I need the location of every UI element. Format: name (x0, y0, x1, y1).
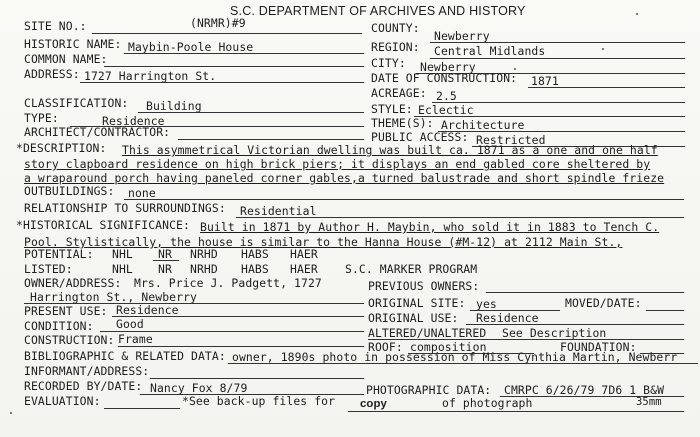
description-line-3: a wraparound porch having paneled corner gables,a turned balustrade and short spindle frieze (24, 171, 665, 185)
potential-nr[interactable]: NR (158, 247, 172, 261)
site-no-label: SITE NO.: (24, 19, 87, 33)
altered-value: See Description (502, 326, 607, 340)
style-value: Eclectic (418, 103, 474, 117)
outbuildings-value: none (128, 186, 156, 200)
roof-label: ROOF: (368, 340, 403, 354)
significance-label: *HISTORICAL SIGNIFICANCE: (16, 218, 190, 232)
description-label: *DESCRIPTION: (16, 141, 107, 155)
classification-label: CLASSIFICATION: (24, 96, 129, 110)
description-line-2: story clapboard residence on high brick piers; it displays an end gabled core sheltered by (24, 157, 651, 171)
potential-haer[interactable]: HAER (290, 247, 318, 261)
recorded-value: Nancy Fox 8/79 (150, 381, 248, 395)
roof-value: composition (410, 340, 487, 354)
evaluation-note: *See back-up files for (182, 394, 336, 408)
biblio-value: owner, 1890s photo in possession of Miss Cynthia Martin, Newberr (232, 350, 678, 364)
nrmr-number: (NRMR)#9 (190, 16, 246, 30)
description-line-1: This asymmetrical Victorian dwelling was built ca. 1871 as a one and one half (122, 143, 658, 157)
architect-label: ARCHITECT/CONTRACTOR: (24, 125, 171, 139)
moved-date-label: MOVED/DATE: (565, 296, 642, 310)
style-label: STYLE: (371, 102, 413, 116)
foundation-label: FOUNDATION: (560, 340, 637, 354)
listed-habs[interactable]: HABS (241, 262, 269, 276)
owner-line-1: Mrs. Price J. Padgett, 1727 (134, 276, 322, 290)
present-use-label: PRESENT USE: (24, 304, 108, 318)
listed-label: LISTED: (24, 262, 73, 276)
copy-word: copy (360, 398, 387, 410)
potential-nhl[interactable]: NHL (112, 247, 133, 261)
listed-nhl[interactable]: NHL (112, 262, 133, 276)
original-use-label: ORIGINAL USE: (368, 311, 459, 325)
biblio-label: BIBLIOGRAPHIC & RELATED DATA: (24, 349, 226, 363)
acreage-value: 2.5 (436, 89, 457, 103)
address-label: ADDRESS: (24, 67, 80, 81)
original-site-label: ORIGINAL SITE: (368, 296, 466, 310)
present-use-value: Residence (116, 303, 179, 317)
photographic-value: CMRPC 6/26/79 7D6 1 B&W (504, 383, 665, 397)
informant-label: INFORMANT/ADDRESS: (24, 364, 150, 378)
listed-haer[interactable]: HAER (290, 262, 318, 276)
photographic-label: PHOTOGRAPHIC DATA: (366, 383, 492, 397)
listed-nr[interactable]: NR (158, 262, 172, 276)
of-photograph: of photograph (442, 396, 533, 410)
historic-name-label: HISTORIC NAME: (24, 37, 122, 51)
relationship-value: Residential (240, 204, 317, 218)
acreage-label: ACREAGE: (371, 86, 427, 100)
county-label: COUNTY: (371, 21, 420, 35)
city-label: CITY: (371, 56, 406, 70)
outbuildings-label: OUTBUILDINGS: (24, 184, 115, 198)
type-label: TYPE: (24, 111, 59, 125)
type-value: Residence (102, 114, 165, 128)
theme-value: Architecture (441, 118, 525, 132)
county-value: Newberry (434, 29, 490, 43)
department-title: S.C. DEPARTMENT OF ARCHIVES AND HISTORY (230, 4, 526, 18)
address-value: 1727 Harrington St. (84, 69, 217, 83)
public-access-label: PUBLIC ACCESS: (371, 130, 469, 144)
recorded-label: RECORDED BY/DATE: (24, 379, 143, 393)
previous-owners-label: PREVIOUS OWNERS: (368, 279, 480, 293)
owner-label: OWNER/ADDRESS: (24, 276, 122, 290)
condition-value: Good (116, 317, 144, 331)
potential-habs[interactable]: HABS (241, 247, 269, 261)
condition-label: CONDITION: (24, 319, 94, 333)
region-label: REGION: (371, 40, 420, 54)
city-value: Newberry (420, 60, 476, 74)
owner-line-2: Harrington St., Newberry (30, 290, 197, 304)
public-access-value: Restricted (476, 133, 546, 147)
significance-line-1: Built in 1871 by Author H. Maybin, who sold it in 1883 to Tench C. (200, 220, 660, 234)
original-site-value: yes (476, 297, 497, 311)
marker-program: S.C. MARKER PROGRAM (345, 262, 478, 276)
region-value: Central Midlands (434, 44, 546, 58)
relationship-label: RELATIONSHIP TO SURROUNDINGS: (24, 201, 226, 215)
evaluation-label: EVALUATION: (24, 394, 101, 408)
altered-label: ALTERED/UNALTERED (368, 326, 487, 340)
theme-label: THEME(S): (371, 116, 434, 130)
date-value: 1871 (531, 74, 559, 88)
construction-value: Frame (118, 332, 153, 346)
original-use-value: Residence (476, 311, 539, 325)
historic-name-value: Maybin-Poole House (128, 40, 254, 54)
mm-value: 35mm (636, 396, 662, 408)
significance-line-2: Pool. Stylistically, the house is similar to the Hanna House (#M-12) at 2112 Main St., (24, 235, 623, 249)
construction-label: CONSTRUCTION: (24, 333, 115, 347)
common-name-label: COMMON NAME: (24, 52, 108, 66)
classification-value: Building (146, 99, 202, 113)
date-label: DATE OF CONSTRUCTION: (371, 71, 518, 85)
listed-nrhd[interactable]: NRHD (190, 262, 218, 276)
potential-nrhd[interactable]: NRHD (190, 247, 218, 261)
potential-label: POTENTIAL: (24, 247, 94, 261)
